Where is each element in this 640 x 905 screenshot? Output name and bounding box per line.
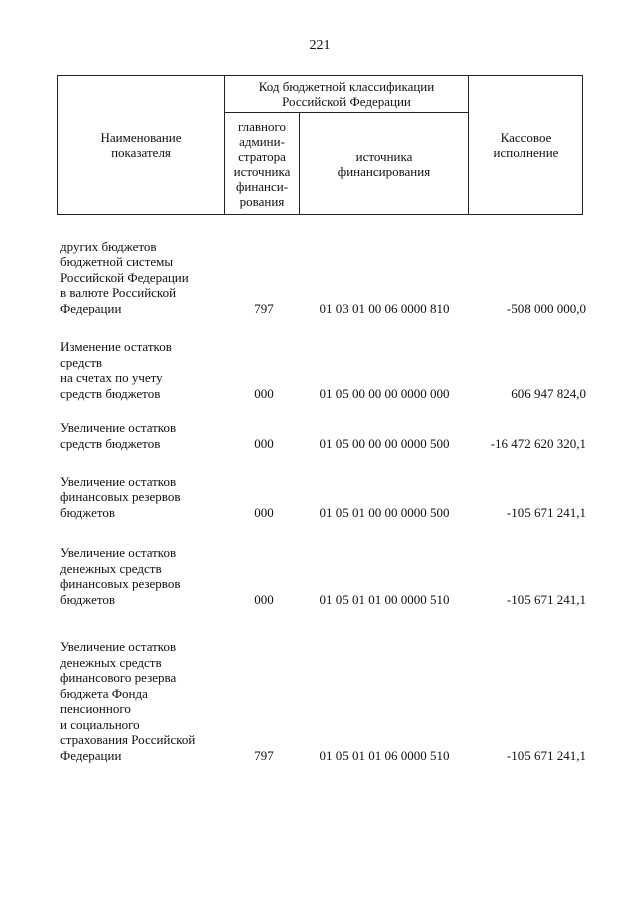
row-name-line: Изменение остатков — [60, 339, 172, 354]
row-indicator-name — [60, 545, 230, 607]
row-name-line: Федерации — [60, 747, 122, 763]
row-name-line: бюджетов — [60, 591, 116, 607]
row-name-line: финансового резерва — [60, 670, 177, 685]
row-name-line: бюджета Фонда — [60, 685, 148, 701]
row-admin-code: 000 — [254, 385, 274, 401]
row-admin-code: 000 — [254, 591, 274, 607]
row-admin-code: 000 — [254, 504, 274, 520]
header-admin: главного админи- стратора источника финанси- рования — [233, 118, 291, 209]
row-name-line: финансовых резервов — [60, 576, 181, 591]
row-source-code: 01 05 01 01 00 0000 510 — [319, 591, 450, 607]
table-header — [57, 75, 583, 215]
row-name-line: денежных средств — [60, 654, 162, 670]
row-indicator-name — [60, 239, 230, 317]
row-source-code: 01 05 01 00 00 0000 500 — [319, 504, 450, 520]
row-name-line: Увеличение остатков — [60, 473, 177, 489]
row-amount: -508 000 000,0 — [506, 300, 586, 316]
row-name-line: Увеличение остатков — [60, 545, 177, 560]
table-row — [60, 339, 586, 401]
header-source: источника финансирования — [337, 148, 431, 179]
row-source-code: 01 05 01 01 06 0000 510 — [319, 747, 450, 763]
row-name-line: Увеличение остатков — [60, 420, 177, 435]
page-number: 221 — [309, 38, 331, 53]
row-admin-code: 000 — [254, 435, 274, 451]
row-name-line: в валюте Российской — [60, 285, 177, 300]
row-amount: -105 671 241,1 — [506, 591, 586, 607]
table-row — [60, 239, 586, 317]
row-indicator-name — [60, 639, 230, 763]
row-indicator-name — [60, 474, 230, 521]
row-name-line: бюджетной системы — [60, 254, 174, 269]
row-indicator-name — [60, 420, 230, 451]
row-source-code: 01 03 01 00 06 0000 810 — [319, 300, 450, 316]
row-source-code: 01 05 00 00 00 0000 500 — [319, 435, 450, 451]
row-admin-code: 797 — [254, 300, 274, 316]
header-name: Наименование показателя — [100, 130, 182, 160]
row-name-line: других бюджетов — [60, 238, 157, 254]
row-name-line: средств — [60, 354, 103, 370]
row-amount: -16 472 620 320,1 — [490, 435, 586, 451]
table-row — [60, 545, 586, 607]
row-name-line: Федерации — [60, 300, 122, 316]
row-name-line: пенсионного — [60, 701, 131, 716]
row-name-line: страхования Российской — [60, 732, 196, 747]
row-name-line: и социального — [60, 716, 140, 732]
table-row — [60, 420, 586, 451]
row-name-line: финансовых резервов — [60, 489, 181, 504]
row-amount: -105 671 241,1 — [506, 747, 586, 763]
header-amount: Кассовое исполнение — [493, 130, 559, 160]
table-row — [60, 639, 586, 763]
row-source-code: 01 05 00 00 00 0000 000 — [319, 385, 450, 401]
row-name-line: Российской Федерации — [60, 269, 189, 285]
row-name-line: бюджетов — [60, 504, 116, 520]
row-amount: 606 947 824,0 — [511, 385, 586, 401]
row-indicator-name — [60, 339, 230, 401]
row-name-line: средств бюджетов — [60, 435, 161, 451]
header-code-group: Код бюджетной классификации Российской Федерации — [258, 79, 435, 109]
table-row — [60, 474, 586, 521]
row-amount: -105 671 241,1 — [506, 504, 586, 520]
row-admin-code: 797 — [254, 747, 274, 763]
row-name-line: средств бюджетов — [60, 385, 161, 401]
row-name-line: на счетах по учету — [60, 370, 163, 385]
row-name-line: денежных средств — [60, 560, 162, 576]
row-name-line: Увеличение остатков — [60, 639, 177, 654]
